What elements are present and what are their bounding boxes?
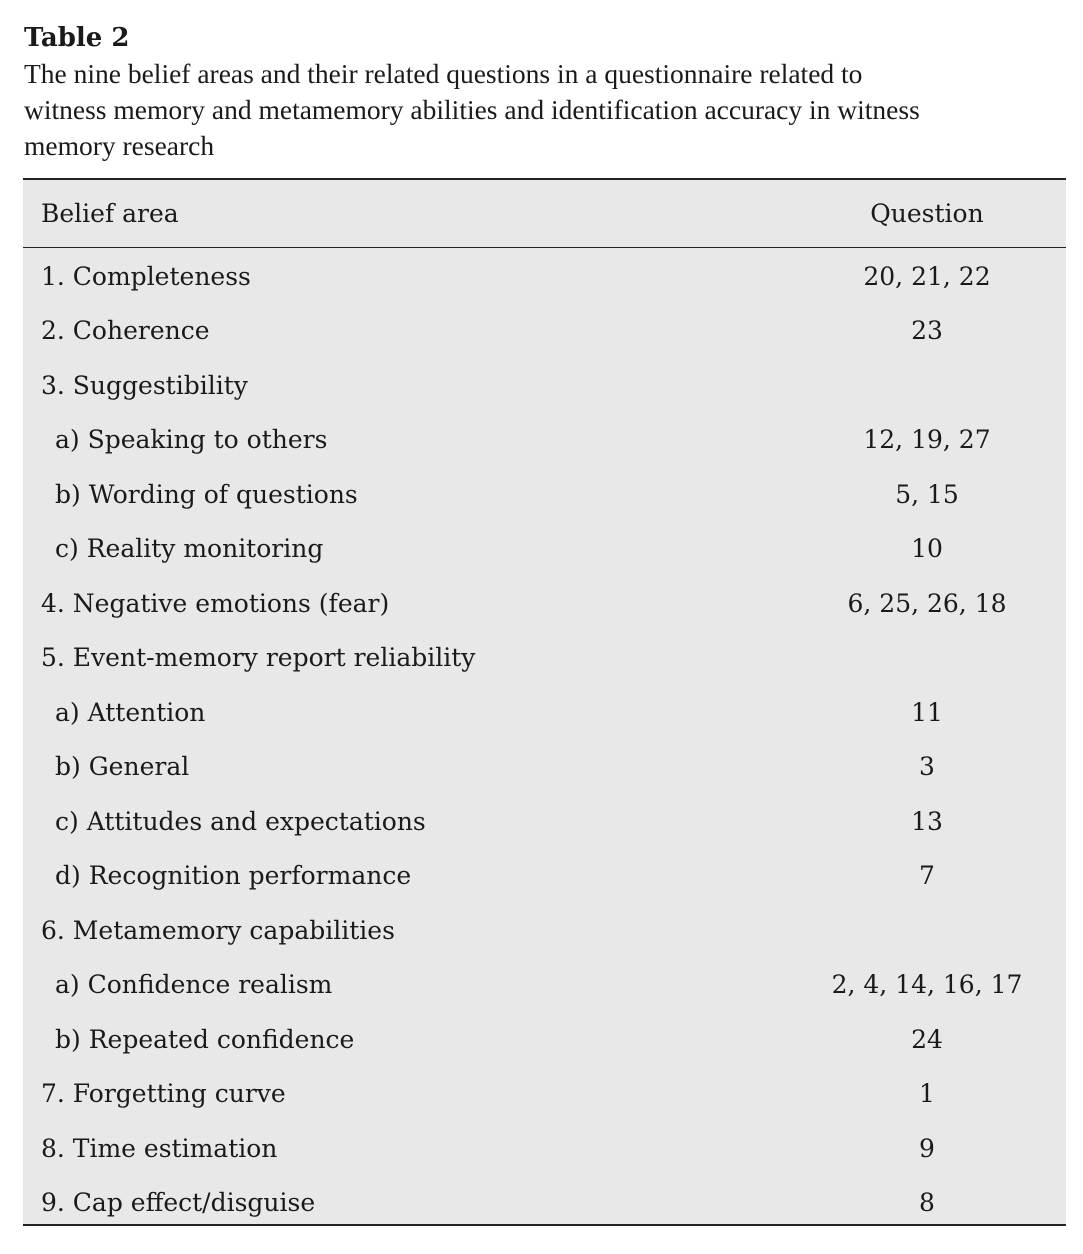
table-row [23,522,1066,577]
table-row [23,467,1066,522]
table-row [23,358,1066,413]
belief-area-cell: 2. Coherence [41,316,210,346]
belief-area-cell: 6. Metamemory capabilities [41,915,395,945]
table-row [23,958,1066,1013]
question-cell: 7 [919,861,935,891]
belief-area-cell: 8. Time estimation [41,1133,278,1163]
question-cell: 11 [911,697,943,727]
table-row [23,903,1066,958]
question-cell: 20, 21, 22 [863,261,991,291]
table-row [23,631,1066,686]
question-cell: 13 [911,806,943,836]
belief-area-cell: 9. Cap effect/disguise [41,1188,316,1218]
question-cell: 3 [919,752,935,782]
question-cell: 1 [919,1079,935,1109]
header-belief-area: Belief area [41,199,179,228]
table-body [23,248,1066,1230]
belief-area-cell: a) Attention [55,697,206,727]
question-cell: 12, 19, 27 [863,425,991,455]
belief-area-cell: c) Attitudes and expectations [55,806,426,836]
table-row [23,685,1066,740]
belief-area-cell: a) Confidence realism [55,970,333,1000]
table-row [23,1067,1066,1122]
question-cell: 2, 4, 14, 16, 17 [831,970,1023,1000]
table-caption-block [24,20,1064,164]
belief-area-cell: c) Reality monitoring [55,534,324,564]
belief-area-cell: 1. Completeness [41,261,251,291]
table-caption-line: The nine belief areas and their related questions in a questionnaire related to [24,58,863,89]
table-row [23,1121,1066,1176]
table-row [23,1176,1066,1231]
question-cell: 24 [911,1024,943,1054]
table-header-row [23,180,1066,248]
belief-area-cell: 3. Suggestibility [41,370,248,400]
belief-area-cell: a) Speaking to others [55,425,328,455]
table-row [23,304,1066,359]
table-row [23,413,1066,468]
table-row [23,740,1066,795]
header-question: Question [870,199,984,228]
belief-area-cell: d) Recognition performance [55,861,412,891]
table-row [23,794,1066,849]
belief-area-cell: 5. Event-memory report reliability [41,643,476,673]
question-cell: 6, 25, 26, 18 [847,588,1007,618]
table-caption-line: memory research [24,130,215,161]
table-row [23,249,1066,304]
table-label: Table 2 [24,23,130,53]
table-caption-line: witness memory and metamemory abilities and identification accuracy in witness [24,94,920,125]
belief-area-cell: b) Wording of questions [55,479,358,509]
belief-area-cell: 7. Forgetting curve [41,1079,286,1109]
belief-areas-table [23,178,1066,1226]
belief-area-cell: b) Repeated confidence [55,1024,355,1054]
table-row [23,1012,1066,1067]
belief-area-cell: b) General [55,752,190,782]
question-cell: 23 [911,316,943,346]
table-row [23,576,1066,631]
question-cell: 8 [919,1188,935,1218]
table-row [23,849,1066,904]
question-cell: 9 [919,1133,935,1163]
question-cell: 10 [911,534,943,564]
belief-area-cell: 4. Negative emotions (fear) [41,588,390,618]
question-cell: 5, 15 [895,479,959,509]
